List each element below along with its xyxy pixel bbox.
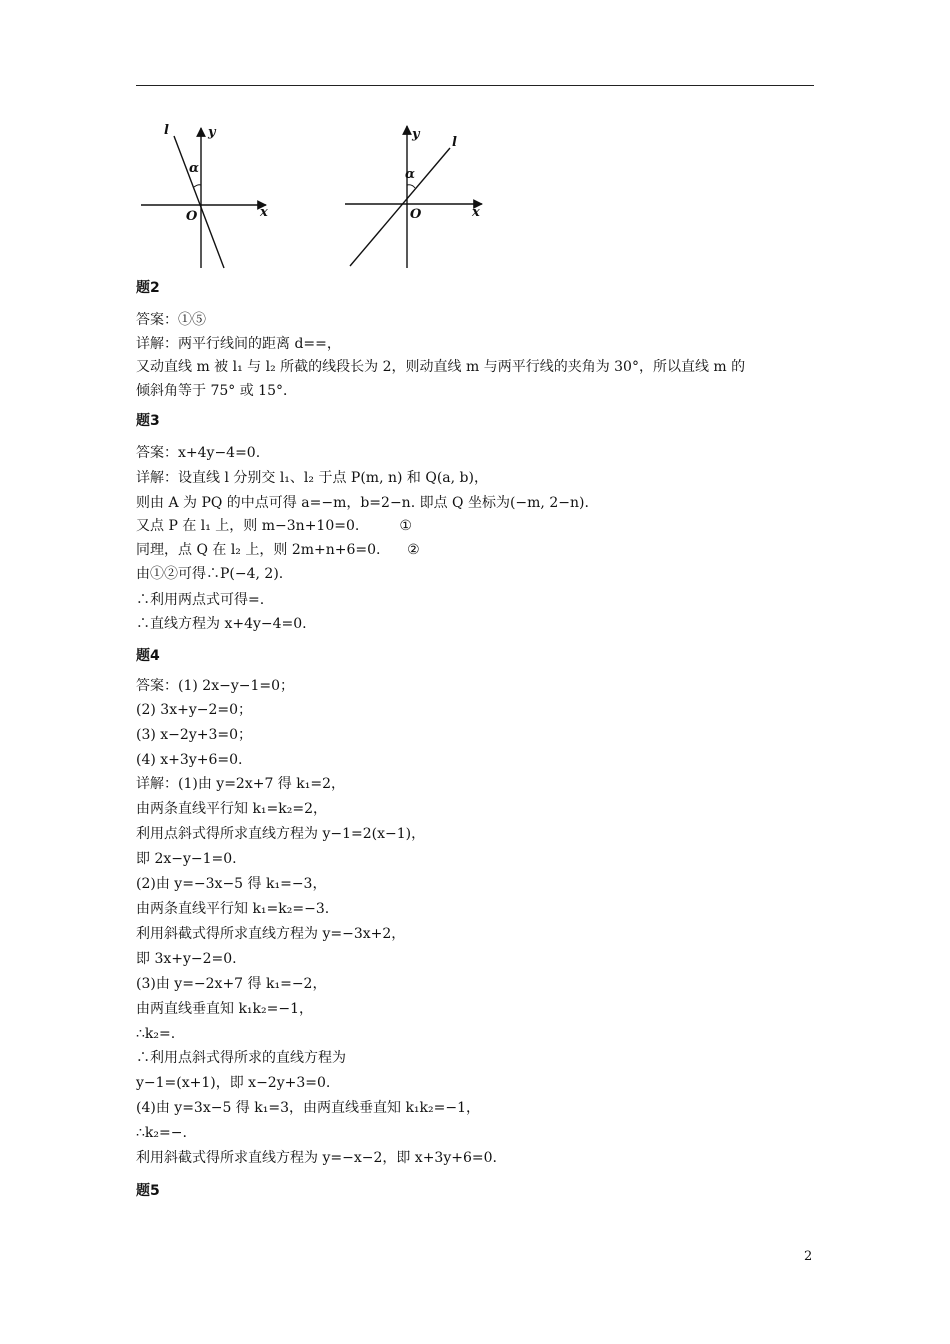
text-line: 同理，点 Q 在 l₂ 上，则 2m+n+6=0. ② [136, 542, 420, 558]
text-line: ∴利用点斜式得所求的直线方程为 [136, 1050, 346, 1066]
text-line: 由两条直线平行知 k₁=k₂=−3. [136, 901, 330, 917]
text-line: 答案：x+4y−4=0. [136, 445, 261, 461]
text-line: 由①②可得∴P(−4, 2). [136, 566, 284, 582]
line-l [350, 148, 450, 266]
section-heading: 题4 [136, 648, 160, 664]
origin-label: O [410, 207, 422, 222]
text-line: (2)由 y=−3x−5 得 k₁=−3， [136, 876, 327, 892]
page-number: 2 [804, 1249, 813, 1264]
angle-label: α [189, 161, 200, 176]
text-line: 又动直线 m 被 l₁ 与 l₂ 所截的线段长为 2，则动直线 m 与两平行线的夹角为 30°，所以直线 m 的 [136, 359, 746, 375]
text-line: 利用斜截式得所求直线方程为 y=−x−2，即 x+3y+6=0. [136, 1150, 497, 1166]
section-heading: 题2 [136, 280, 160, 296]
header-rule [136, 85, 814, 86]
y-axis-label: y [412, 127, 420, 142]
text-line: (4)由 y=3x−5 得 k₁=3，由两直线垂直知 k₁k₂=−1， [136, 1100, 481, 1116]
text-line: 详解：两平行线间的距离 d==， [136, 336, 341, 352]
x-axis-label: x [260, 205, 268, 220]
text-line: ∴k₂=. [136, 1026, 176, 1042]
figure-right [342, 118, 492, 273]
figure-left [136, 118, 286, 273]
text-line: 答案：①⑤ [136, 312, 206, 328]
text-line: (3) x−2y+3=0； [136, 727, 252, 743]
text-line: (2) 3x+y−2=0； [136, 702, 252, 718]
angle-label: α [405, 167, 416, 182]
line-l [174, 136, 224, 268]
text-line: 答案：(1) 2x−y−1=0； [136, 678, 294, 694]
angle-arc [194, 185, 201, 187]
text-line: (4) x+3y+6=0. [136, 752, 243, 768]
text-line: 则由 A 为 PQ 的中点可得 a=−m，b=2−n. 即点 Q 坐标为(−m, 2−n). [136, 495, 589, 511]
text-line: 详解：(1)由 y=2x+7 得 k₁=2， [136, 776, 345, 792]
section-heading: 题3 [136, 413, 160, 429]
text-line: 详解：设直线 l 分别交 l₁、l₂ 于点 P(m, n) 和 Q(a, b)， [136, 470, 488, 486]
text-line: ∴直线方程为 x+4y−4=0. [136, 616, 307, 632]
text-line: (3)由 y=−2x+7 得 k₁=−2， [136, 976, 327, 992]
text-line: ∴k₂=−. [136, 1125, 187, 1141]
angle-arc [407, 185, 415, 188]
y-axis-label: y [208, 125, 216, 140]
text-line: 由两直线垂直知 k₁k₂=−1， [136, 1001, 314, 1017]
text-line: 又点 P 在 l₁ 上，则 m−3n+10=0. ① [136, 518, 412, 534]
text-line: 即 3x+y−2=0. [136, 951, 237, 967]
text-line: 即 2x−y−1=0. [136, 851, 237, 867]
section-heading: 题5 [136, 1183, 160, 1199]
text-line: 利用点斜式得所求直线方程为 y−1=2(x−1)， [136, 826, 426, 842]
text-line: ∴利用两点式可得=. [136, 592, 265, 608]
text-line: 由两条直线平行知 k₁=k₂=2， [136, 801, 328, 817]
text-line: 利用斜截式得所求直线方程为 y=−3x+2， [136, 926, 406, 942]
origin-label: O [186, 209, 198, 224]
x-axis-label: x [472, 205, 480, 220]
line-label: l [164, 123, 169, 138]
line-label: l [452, 135, 457, 150]
text-line: y−1=(x+1)，即 x−2y+3=0. [136, 1075, 331, 1091]
text-line: 倾斜角等于 75° 或 15°． [136, 383, 297, 399]
